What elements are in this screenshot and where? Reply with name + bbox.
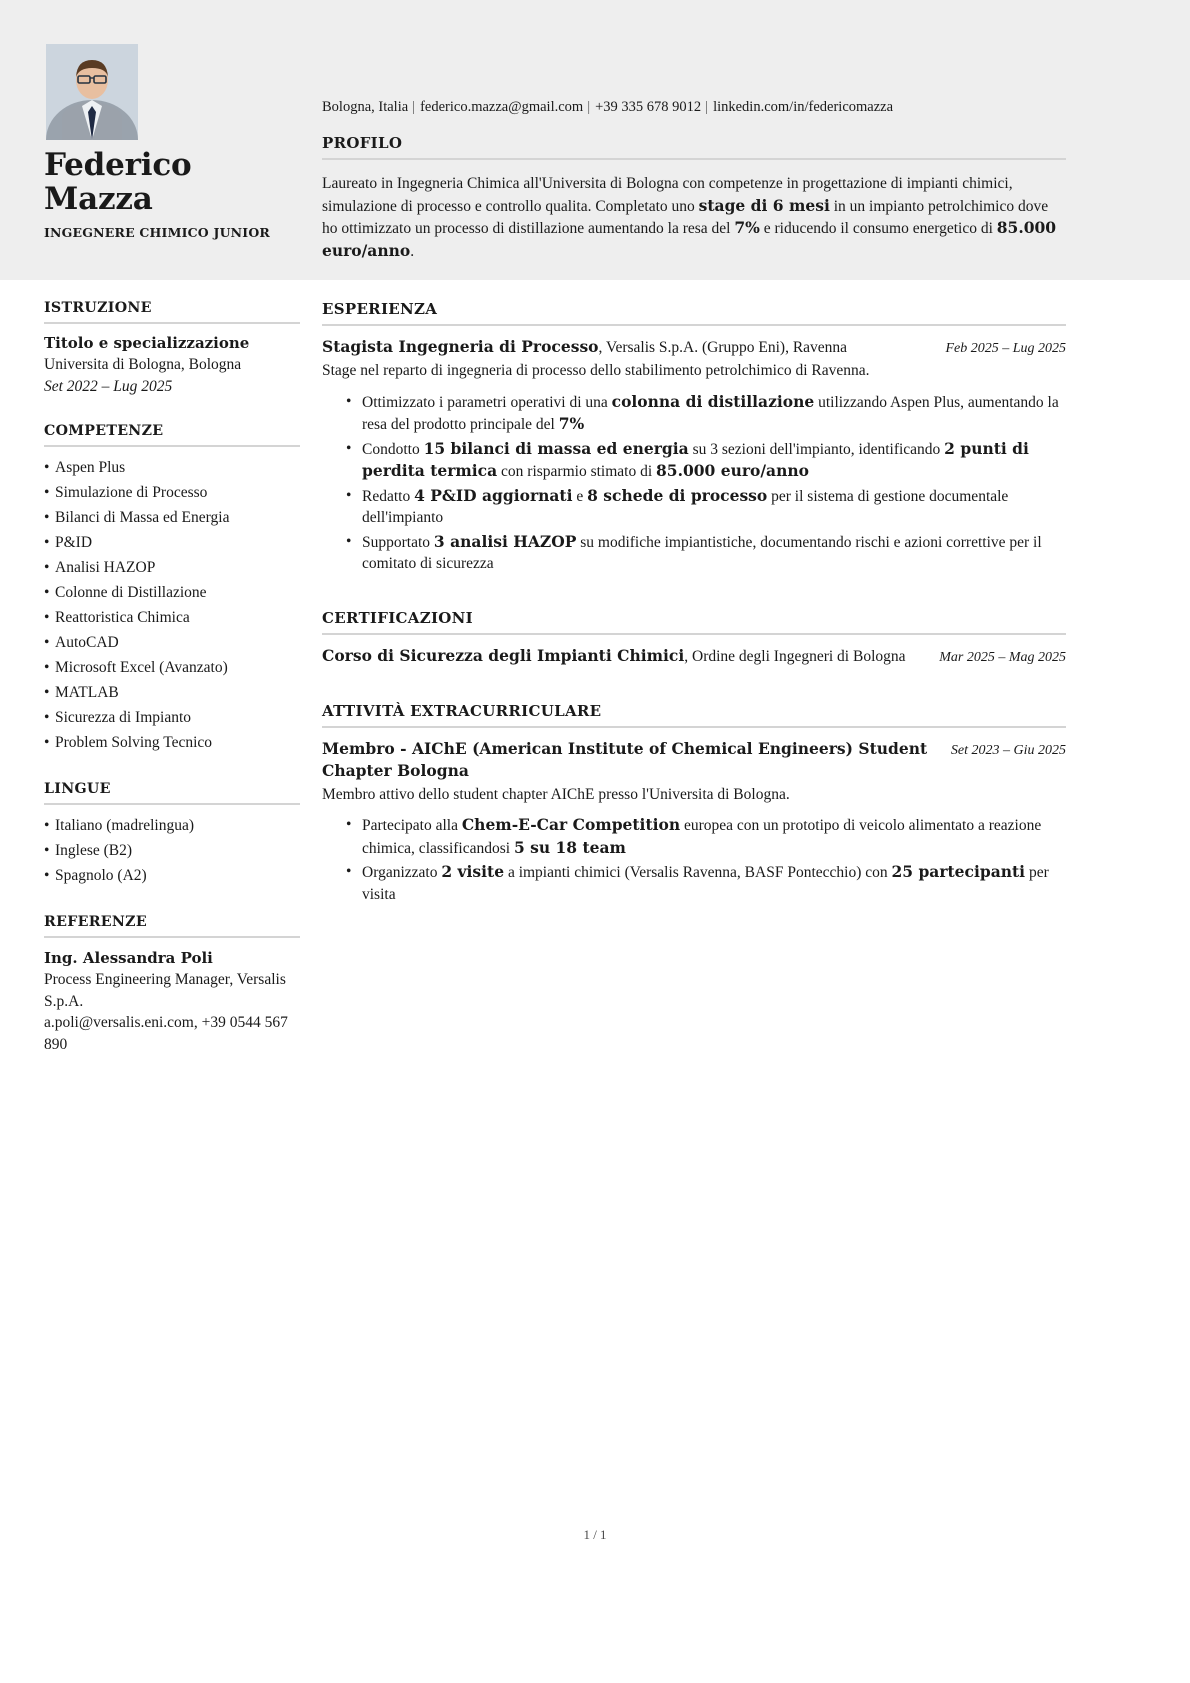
education-heading-rule	[44, 322, 300, 324]
candidate-first-name: Federico	[44, 147, 192, 183]
list-item: • Colonne di Distillazione	[44, 580, 300, 605]
languages-section	[44, 781, 300, 888]
references-heading: REFERENZE	[44, 914, 147, 930]
list-item: • Italiano (madrelingua)	[44, 813, 300, 838]
certification-title-line	[322, 645, 923, 668]
profile-heading: PROFILO	[322, 134, 403, 152]
skills-heading: COMPETENZE	[44, 423, 164, 439]
certification-entry	[322, 645, 1066, 668]
reference-name: Ing. Alessandra Poli	[44, 949, 213, 967]
body-text: Redatto	[362, 487, 415, 505]
education-title: Titolo e specializzazione	[44, 334, 250, 352]
certifications-heading-rule	[322, 633, 1066, 635]
reference-contact: a.poli@versalis.eni.com, +39 0544 567 890	[44, 1014, 288, 1053]
body-text: con risparmio stimato di	[497, 463, 657, 480]
emphasis-text: 25 partecipanti	[891, 862, 1026, 881]
emphasis-text: 85.000 euro/anno	[656, 461, 809, 480]
emphasis-text: 3 analisi HAZOP	[433, 531, 577, 551]
extracurricular-section	[322, 702, 1066, 906]
reference-role: Process Engineering Manager, Versalis S.p.A.	[44, 971, 286, 1010]
body-text: utilizzando Aspen Plus, aumentando la resa del prodotto principale del	[362, 393, 1059, 433]
emphasis-text: 2 punti di perdita termica	[362, 438, 1029, 480]
entry-dates: Set 2023 – Giu 2025	[950, 742, 1066, 758]
sidebar-column	[44, 300, 300, 1081]
body-text: su modifiche impiantistiche, documentando rischi e azioni correttive per il comitato di sicurezza	[362, 533, 1042, 572]
experience-entries	[322, 336, 1066, 575]
profile-summary-text	[322, 173, 1066, 262]
experience-section	[322, 300, 1066, 575]
body-text: Organizzato	[362, 864, 442, 881]
emphasis-text: colonna di distillazione	[611, 391, 815, 411]
certification-issuer: , Ordine degli Ingegneri di Bologna	[684, 647, 906, 665]
list-item: • Spagnolo (A2)	[44, 863, 300, 888]
entry-bullet	[346, 531, 1066, 575]
body-text: europea con un prototipo di veicolo alimentato a reazione chimica, classificandosi	[362, 817, 1042, 857]
body-text: per visita	[362, 864, 1049, 903]
entry-bullet	[346, 438, 1066, 483]
list-item: • Inglese (B2)	[44, 838, 300, 863]
entry-header-row	[322, 336, 1066, 359]
body-text: Condotto	[362, 440, 424, 458]
skills-heading-rule	[44, 445, 300, 447]
entry-bullet-list	[322, 391, 1066, 575]
body-text: Ottimizzato i parametri operativi di una	[362, 393, 612, 411]
extracurricular-heading: ATTIVITÀ EXTRACURRICULARE	[322, 701, 602, 720]
entry-title-line	[322, 738, 935, 783]
profile-section-header	[322, 134, 1066, 160]
list-item: • P&ID	[44, 530, 300, 555]
skills-section	[44, 423, 300, 755]
entry-dates: Feb 2025 – Lug 2025	[945, 341, 1066, 356]
references-heading-rule	[44, 936, 300, 938]
emphasis-text: 4 P&ID aggiornati	[414, 485, 573, 505]
education-school: Universita di Bologna, Bologna	[44, 356, 242, 373]
entry-description: Stage nel reparto di ingegneria di processo dello stabilimento petrolchimico di Ravenna.	[322, 362, 870, 379]
list-item: • Aspen Plus	[44, 455, 300, 480]
body-text: Partecipato alla	[362, 817, 462, 834]
contact-phone[interactable]: +39 335 678 9012	[595, 99, 702, 115]
entry-role: Stagista Ingegneria di Processo	[322, 337, 599, 356]
profile-heading-rule	[322, 158, 1066, 160]
body-text: per il sistema di gestione documentale dell'impianto	[362, 487, 1009, 526]
entry-role: Membro - AIChE (American Institute of Chemical Engineers) Student Chapter Bologna	[322, 738, 928, 780]
entry-bullet	[346, 391, 1066, 436]
body-text: .	[410, 242, 415, 260]
avatar-portrait-icon	[46, 44, 138, 140]
experience-entry	[322, 336, 1066, 575]
references-section	[44, 914, 300, 1055]
experience-entry	[322, 738, 1066, 906]
experience-heading-rule	[322, 324, 1066, 326]
entry-company: , Versalis S.p.A. (Gruppo Eni), Ravenna	[598, 339, 848, 356]
education-section	[44, 300, 300, 397]
emphasis-text: 7%	[734, 218, 760, 237]
entry-header-row	[322, 738, 1066, 783]
list-item: • MATLAB	[44, 680, 300, 705]
list-item: • Reattoristica Chimica	[44, 605, 300, 630]
main-column	[322, 300, 1066, 931]
header-band	[0, 0, 1190, 280]
name-block	[44, 148, 306, 240]
emphasis-text: 5 su 18 team	[513, 837, 626, 857]
list-item: • AutoCAD	[44, 630, 300, 655]
experience-heading: ESPERIENZA	[322, 300, 438, 318]
list-item: • Simulazione di Processo	[44, 480, 300, 505]
extracurricular-heading-rule	[322, 726, 1066, 728]
list-item: • Analisi HAZOP	[44, 555, 300, 580]
entry-bullet-list	[322, 814, 1066, 905]
entry-title-line	[322, 336, 929, 359]
emphasis-text: 2 visite	[441, 862, 505, 881]
education-heading: ISTRUZIONE	[44, 300, 152, 316]
education-dates: Set 2022 – Lug 2025	[44, 377, 173, 395]
body-text: in un impianto petrolchimico dove ho ottimizzato un processo di distillazione aumentando la resa del	[322, 197, 1049, 237]
body-text: Laureato in Ingegneria Chimica all'Universita di Bologna con competenze in progettazione di impianti chimici, simulazione di processo e controllo qualita. Completato uno	[322, 175, 1013, 215]
emphasis-text: 8 schede di processo	[587, 485, 768, 505]
contact-line	[322, 97, 1072, 117]
extracurricular-entries	[322, 738, 1066, 906]
contact-email[interactable]: federico.mazza@gmail.com	[420, 99, 584, 115]
emphasis-text: stage di 6 mesi	[698, 195, 830, 215]
list-item: • Bilanci di Massa ed Energia	[44, 505, 300, 530]
body-text: e riducendo il consumo energetico di	[759, 220, 997, 237]
entry-description: Membro attivo dello student chapter AIChE presso l'Universita di Bologna.	[322, 785, 790, 803]
page-footer	[0, 1527, 1190, 1543]
contact-separator: |	[705, 99, 709, 115]
entry-bullet	[346, 485, 1066, 529]
entry-bullet	[346, 814, 1066, 859]
list-item: • Microsoft Excel (Avanzato)	[44, 655, 300, 680]
certification-title: Corso di Sicurezza degli Impianti Chimici	[322, 645, 685, 665]
emphasis-text: 7%	[558, 414, 585, 433]
candidate-job-title: INGEGNERE CHIMICO JUNIOR	[44, 225, 271, 240]
languages-list	[44, 813, 300, 888]
body-text: Supportato	[362, 533, 434, 551]
skills-list	[44, 455, 300, 755]
certifications-heading: CERTIFICAZIONI	[322, 608, 473, 627]
emphasis-text: Chem-E-Car Competition	[461, 815, 681, 834]
entry-bullet	[346, 861, 1066, 905]
entry-header-row	[322, 645, 1066, 668]
list-item: • Sicurezza di Impianto	[44, 705, 300, 730]
emphasis-text: 85.000 euro/anno	[322, 218, 1057, 260]
page-indicator: 1 / 1	[583, 1527, 607, 1542]
candidate-last-name: Mazza	[44, 181, 153, 217]
profile-photo	[46, 44, 138, 140]
contact-separator: |	[412, 99, 416, 115]
contact-location: Bologna, Italia	[322, 99, 409, 115]
languages-heading-rule	[44, 803, 300, 805]
contact-linkedin[interactable]: linkedin.com/in/federicomazza	[713, 99, 894, 115]
certifications-section	[322, 609, 1066, 668]
body-text: a impianti chimici (Versalis Ravenna, BASF Pontecchio) con	[504, 864, 892, 881]
body-text: su 3 sezioni dell'impianto, identificando	[688, 440, 945, 458]
languages-heading: LINGUE	[44, 781, 111, 797]
header-inner	[0, 0, 1190, 280]
certification-entries	[322, 645, 1066, 668]
certification-dates: Mar 2025 – Mag 2025	[939, 649, 1066, 665]
contact-separator: |	[587, 99, 591, 115]
emphasis-text: 15 bilanci di massa ed energia	[423, 438, 689, 458]
body-text: e	[572, 487, 588, 505]
education-entry	[44, 333, 300, 397]
list-item: • Problem Solving Tecnico	[44, 730, 300, 755]
